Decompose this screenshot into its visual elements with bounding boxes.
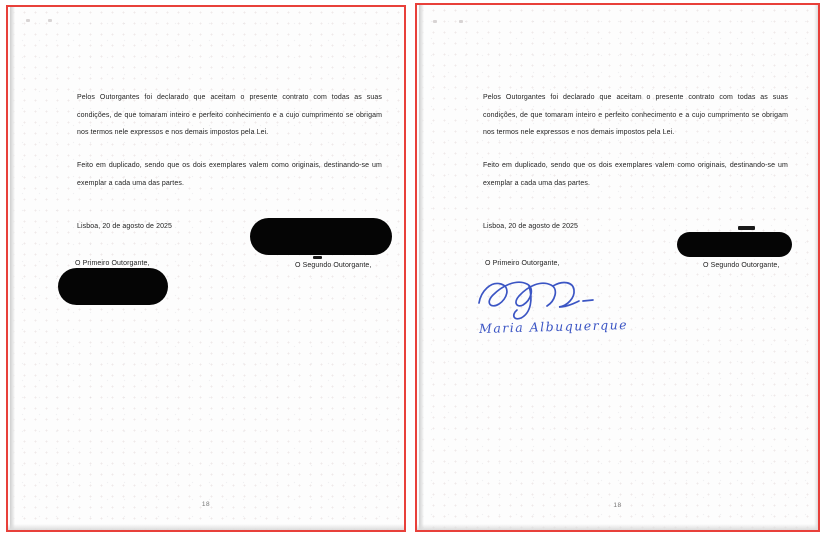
contract-paragraph-acceptance: Pelos Outorgantes foi declarado que aceitam o presente contrato com todas as suas condições, de que tomaram inteiro e perfeito conhecimento e a cujo cumprimento se obrigam nos termos nele expressos e nos demais impostos pela Lei. bbox=[77, 94, 382, 137]
redaction-artifact bbox=[738, 226, 755, 230]
redaction-first-party-signature bbox=[58, 268, 168, 305]
date-line: Lisboa, 20 de agosto de 2025 bbox=[483, 223, 579, 230]
page-edge-shadow bbox=[8, 524, 404, 530]
page-edge-shadow bbox=[814, 5, 818, 530]
scan-artifact bbox=[459, 20, 463, 23]
redaction-second-party-signature bbox=[677, 232, 792, 257]
second-party-label: O Segundo Outorgante, bbox=[295, 262, 372, 269]
contract-paragraph-acceptance: Pelos Outorgantes foi declarado que aceitam o presente contrato com todas as suas condições, de que tomaram inteiro e perfeito conhecimento e a cujo cumprimento se obrigam nos termos nele expressos e nos demais impostos pela Lei. bbox=[483, 94, 788, 137]
handwritten-signature-scrawl bbox=[471, 273, 613, 323]
scan-artifact bbox=[433, 20, 437, 23]
scanned-page-left bbox=[6, 5, 406, 532]
page-edge-shadow bbox=[419, 5, 424, 530]
scan-artifact bbox=[26, 19, 30, 22]
scanned-page-right bbox=[415, 3, 820, 532]
redaction-second-party-signature bbox=[250, 218, 392, 255]
contract-paragraph-duplicate: Feito em duplicado, sendo que os dois exemplares valem como originais, destinando-se um exemplar a cada uma das partes. bbox=[77, 162, 382, 187]
second-party-label: O Segundo Outorgante, bbox=[703, 262, 780, 269]
contract-paragraph-duplicate: Feito em duplicado, sendo que os dois exemplares valem como originais, destinando-se um exemplar a cada uma das partes. bbox=[483, 162, 788, 187]
first-party-label: O Primeiro Outorgante, bbox=[485, 260, 560, 267]
first-party-label: O Primeiro Outorgante, bbox=[75, 260, 150, 267]
page-number: 18 bbox=[201, 501, 211, 508]
redaction-artifact bbox=[313, 256, 322, 259]
page-edge-shadow bbox=[10, 7, 15, 530]
date-line: Lisboa, 20 de agosto de 2025 bbox=[77, 223, 173, 230]
page-edge-shadow bbox=[417, 524, 818, 530]
page-number: 18 bbox=[613, 502, 622, 509]
handwritten-signature-name: Maria Albuquerque bbox=[478, 317, 629, 336]
scan-artifact bbox=[48, 19, 52, 22]
